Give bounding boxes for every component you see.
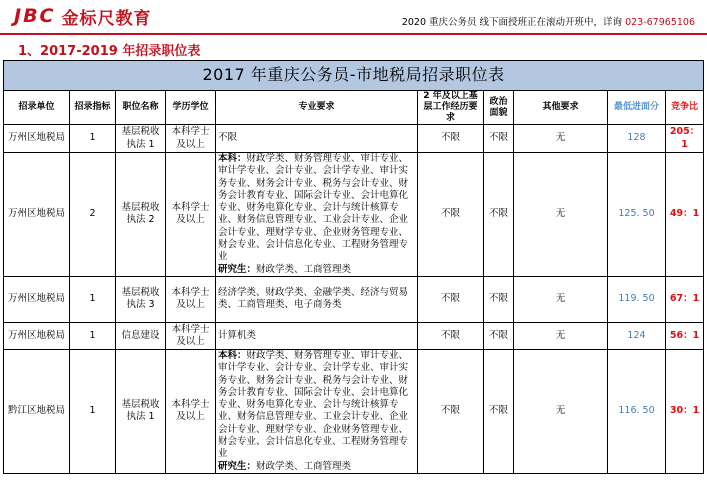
cell-education: 本科学士及以上 (166, 349, 216, 473)
cell-position: 基层税收执法 1 (116, 349, 166, 473)
cell-quota: 1 (70, 125, 116, 153)
cell-position: 基层税收执法 1 (116, 125, 166, 153)
major-label: 本科： (218, 349, 247, 361)
col-other: 其他要求 (514, 91, 608, 125)
cell-min-score: 128 (608, 125, 666, 153)
recruitment-table (3, 60, 704, 474)
cell-min-score: 124 (608, 322, 666, 349)
table-row (4, 153, 704, 277)
cell-ratio: 205：1 (666, 125, 704, 153)
cell-ratio: 56：1 (666, 322, 704, 349)
col-major: 专业要求 (216, 91, 418, 125)
cell-education: 本科学士及以上 (166, 153, 216, 277)
table-row (4, 322, 704, 349)
cell-political: 不限 (484, 153, 514, 277)
cell-other: 无 (514, 276, 608, 322)
cell-quota: 1 (70, 276, 116, 322)
cell-other: 无 (514, 322, 608, 349)
research-text: 财政学类、工商管理类 (256, 263, 352, 275)
notice-text: 2020 重庆公务员 线下面授班正在滚动开班中，详询 (401, 17, 626, 28)
table-title: 2017 年重庆公务员-市地税局招录职位表 (4, 61, 704, 91)
cell-major (216, 276, 418, 322)
table-row (4, 125, 704, 153)
research-text: 财政学类、工商管理类 (256, 460, 352, 472)
cell-unit: 万州区地税局 (4, 153, 70, 277)
cell-quota: 1 (70, 322, 116, 349)
col-quota: 招录指标 (70, 91, 116, 125)
cell-experience: 不限 (418, 322, 484, 349)
cell-political: 不限 (484, 276, 514, 322)
major-text: 财政学类、财务管理专业、审计专业、审计学专业、会计专业、会计学专业、审计实务专业、财务会计专业、税务与会计专业、财务会计教育专业、国际会计专业、会计电算化专业、财务电算化专业、会计与统计核算专业、财务信息管理专业、工业会计专业、企业会计专业、理财学专业、企业财务管理专业、财会专业、会计信息化专业、工程财务管理专业 (218, 153, 409, 263)
col-education: 学历学位 (166, 91, 216, 125)
cell-position: 基层税收执法 2 (116, 153, 166, 277)
col-political: 政治面貌 (484, 91, 514, 125)
cell-ratio: 67：1 (666, 276, 704, 322)
cell-education: 本科学士及以上 (166, 125, 216, 153)
cell-other: 无 (514, 349, 608, 473)
cell-quota: 1 (70, 349, 116, 473)
col-experience: 2 年及以上基层工作经历要求 (418, 91, 484, 125)
cell-political: 不限 (484, 349, 514, 473)
brand-logo (14, 4, 152, 28)
cell-position: 信息建设 (116, 322, 166, 349)
cell-position: 基层税收执法 3 (116, 276, 166, 322)
enrollment-notice (402, 14, 695, 28)
col-min-score: 最低进面分 (608, 91, 666, 125)
cell-quota: 2 (70, 153, 116, 277)
cell-min-score: 116. 50 (608, 349, 666, 473)
recruitment-table-container (3, 60, 703, 474)
col-position: 职位名称 (116, 91, 166, 125)
research-label: 研究生： (218, 460, 257, 472)
major-text: 经济学类、财政学类、金融学类、经济与贸易类、工商管理类、电子商务类 (218, 287, 409, 311)
top-header (0, 0, 707, 30)
cell-unit: 万州区地税局 (4, 276, 70, 322)
table-title-row (4, 61, 704, 91)
cell-major (216, 349, 418, 473)
cell-political: 不限 (484, 125, 514, 153)
notice-phone: 023-67965106 (625, 17, 695, 28)
cell-min-score: 125. 50 (608, 153, 666, 277)
major-text: 不限 (218, 132, 238, 144)
header-divider (0, 33, 707, 35)
cell-ratio: 30：1 (666, 349, 704, 473)
cell-experience: 不限 (418, 125, 484, 153)
cell-experience: 不限 (418, 276, 484, 322)
cell-ratio: 49：1 (666, 153, 704, 277)
table-header-row (4, 91, 704, 125)
research-label: 研究生： (218, 263, 257, 275)
cell-other: 无 (514, 153, 608, 277)
cell-major (216, 153, 418, 277)
table-row (4, 276, 704, 322)
cell-political: 不限 (484, 322, 514, 349)
cell-major (216, 322, 418, 349)
major-text: 计算机类 (218, 329, 257, 341)
cell-min-score: 119. 50 (608, 276, 666, 322)
table-row (4, 349, 704, 473)
logo-text: 金标尺教育 (61, 8, 152, 29)
cell-education: 本科学士及以上 (166, 322, 216, 349)
cell-education: 本科学士及以上 (166, 276, 216, 322)
section-title: 1、2017-2019 年招录职位表 (18, 44, 201, 59)
col-ratio: 竞争比 (666, 91, 704, 125)
cell-major (216, 125, 418, 153)
cell-other: 无 (514, 125, 608, 153)
cell-experience: 不限 (418, 153, 484, 277)
cell-unit: 黔江区地税局 (4, 349, 70, 473)
major-text: 财政学类、财务管理专业、审计专业、审计学专业、会计专业、会计学专业、审计实务专业、财务会计专业、税务与会计专业、财务会计教育专业、国际会计专业、会计电算化专业、财务电算化专业、会计与统计核算专业、财务信息管理专业、工业会计专业、企业会计专业、理财学专业、企业财务管理专业、财会专业、会计信息化专业、工程财务管理专业 (218, 349, 409, 460)
col-unit: 招录单位 (4, 91, 70, 125)
cell-experience: 不限 (418, 349, 484, 473)
cell-unit: 万州区地税局 (4, 125, 70, 153)
major-label: 本科： (218, 153, 247, 164)
cell-unit: 万州区地税局 (4, 322, 70, 349)
logo-mark: JBC (14, 5, 56, 27)
